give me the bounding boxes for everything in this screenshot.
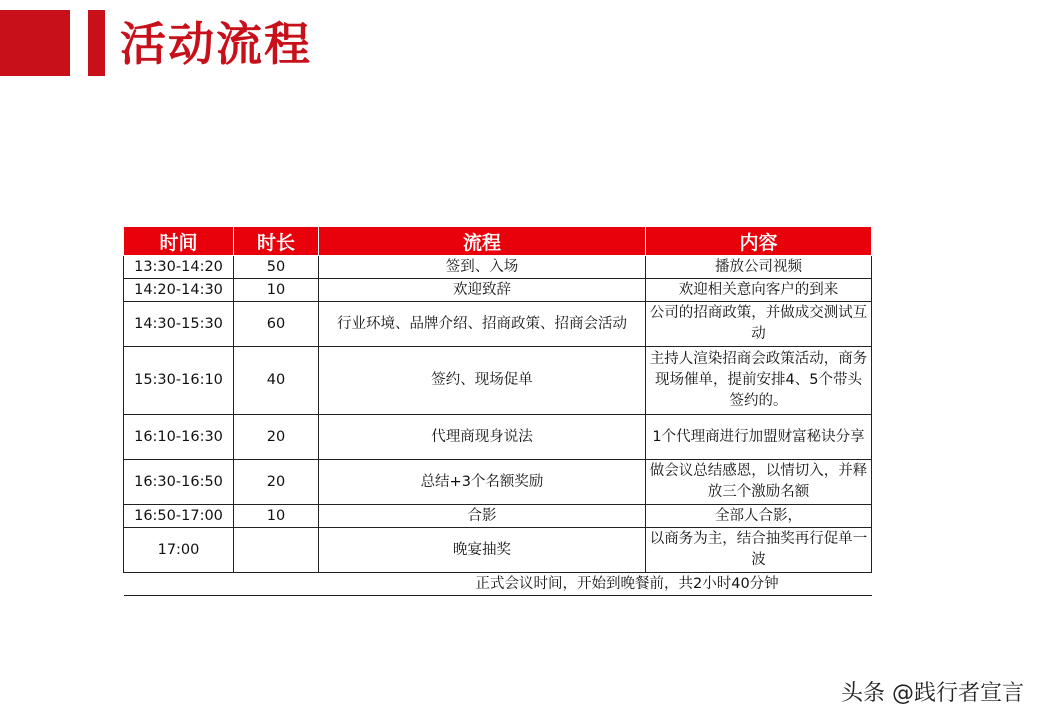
- cell-time: 13:30-14:20: [124, 256, 234, 279]
- cell-time: 15:30-16:10: [124, 347, 234, 415]
- cell-duration: 50: [234, 256, 319, 279]
- header-duration: 时长: [234, 227, 319, 256]
- cell-process: 晚宴抽奖: [319, 528, 646, 573]
- cell-content: 1个代理商进行加盟财富秘诀分享: [646, 415, 872, 460]
- table-row: [124, 302, 872, 347]
- cell-process: 行业环境、品牌介绍、招商政策、招商会活动: [319, 302, 646, 347]
- table-row: [124, 460, 872, 505]
- header-content: 内容: [646, 227, 872, 256]
- watermark: 头条 @践行者宣言: [841, 681, 1024, 706]
- cell-process: 签约、现场促单: [319, 347, 646, 415]
- table-note: 正式会议时间，开始到晚餐前，共2小时40分钟: [124, 573, 872, 596]
- cell-time: 16:10-16:30: [124, 415, 234, 460]
- cell-process: 代理商现身说法: [319, 415, 646, 460]
- cell-time: 14:20-14:30: [124, 279, 234, 302]
- table-header-row: [124, 227, 872, 256]
- header-time: 时间: [124, 227, 234, 256]
- table-row: [124, 256, 872, 279]
- table-row: [124, 415, 872, 460]
- table-note-row: [124, 573, 872, 596]
- cell-process: 签到、入场: [319, 256, 646, 279]
- cell-content: 欢迎相关意向客户的到来: [646, 279, 872, 302]
- cell-content: 做会议总结感恩，以情切入，并释放三个激励名额: [646, 460, 872, 505]
- cell-time: 16:30-16:50: [124, 460, 234, 505]
- cell-content: 主持人渲染招商会政策活动，商务现场催单，提前安排4、5个带头签约的。: [646, 347, 872, 415]
- cell-time: 14:30-15:30: [124, 302, 234, 347]
- schedule-table: [123, 226, 872, 596]
- table-row: [124, 505, 872, 528]
- cell-process: 欢迎致辞: [319, 279, 646, 302]
- cell-duration: 20: [234, 415, 319, 460]
- cell-process: 合影: [319, 505, 646, 528]
- cell-duration: 10: [234, 505, 319, 528]
- cell-duration: 20: [234, 460, 319, 505]
- cell-duration: 40: [234, 347, 319, 415]
- table-row: [124, 528, 872, 573]
- cell-duration: 60: [234, 302, 319, 347]
- cell-content: 播放公司视频: [646, 256, 872, 279]
- cell-time: 16:50-17:00: [124, 505, 234, 528]
- cell-time: 17:00: [124, 528, 234, 573]
- title-decoration-block: [0, 10, 70, 76]
- cell-content: 公司的招商政策，并做成交测试互动: [646, 302, 872, 347]
- table-row: [124, 347, 872, 415]
- cell-content: 以商务为主，结合抽奖再行促单一波: [646, 528, 872, 573]
- table-row: [124, 279, 872, 302]
- header-process: 流程: [319, 227, 646, 256]
- cell-content: 全部人合影，: [646, 505, 872, 528]
- cell-duration: 10: [234, 279, 319, 302]
- title-decoration-bar: [88, 10, 105, 76]
- cell-process: 总结+3个名额奖励: [319, 460, 646, 505]
- page-title: 活动流程: [120, 17, 312, 71]
- cell-duration: [234, 528, 319, 573]
